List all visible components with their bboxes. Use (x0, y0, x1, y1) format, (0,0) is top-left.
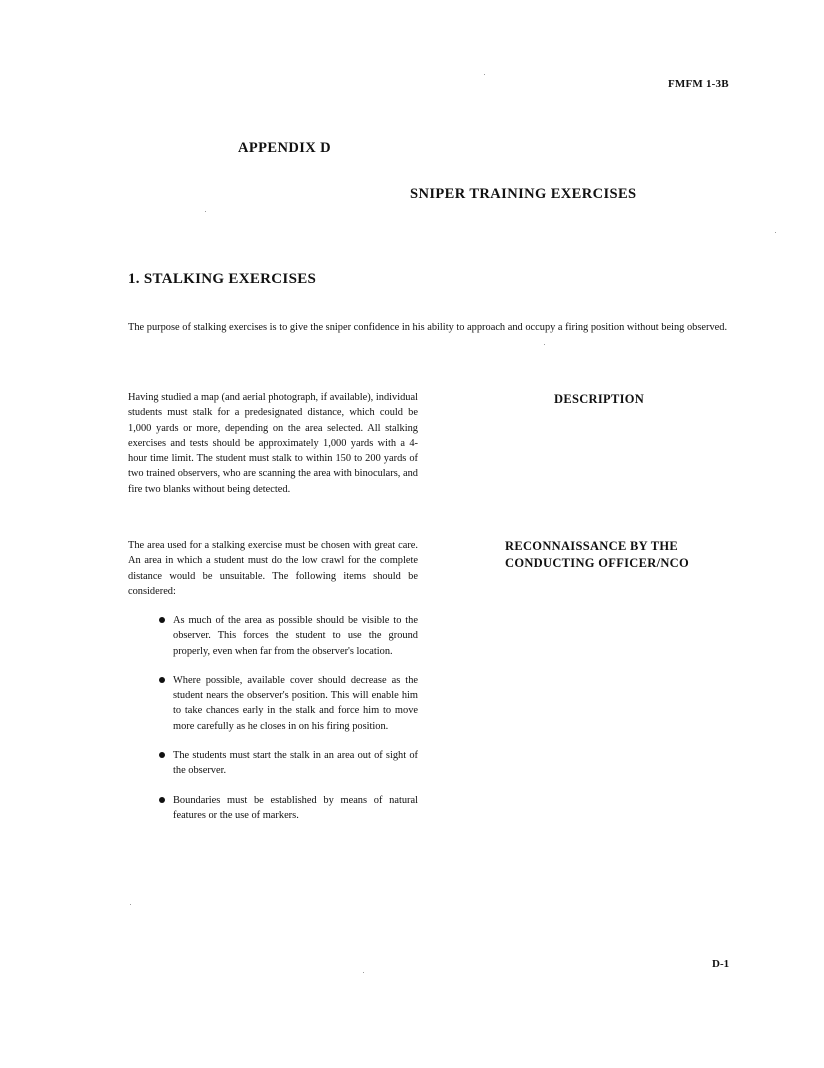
scan-speck (363, 972, 364, 973)
document-code: FMFM 1-3B (668, 78, 729, 90)
page-number: D-1 (712, 958, 730, 970)
considerations-list (158, 613, 418, 823)
scan-speck (130, 904, 131, 905)
reconnaissance-heading-line-2: CONDUCTING OFFICER/NCO (505, 556, 690, 570)
section-heading: 1. STALKING EXERCISES (128, 271, 317, 287)
page-title: SNIPER TRAINING EXERCISES (410, 186, 637, 202)
description-side-heading: DESCRIPTION (554, 392, 645, 406)
purpose-paragraph: The purpose of stalking exercises is to give the sniper confidence in his ability to approach and occupy a firing position without being observed. (128, 322, 728, 333)
scan-speck (544, 344, 545, 345)
appendix-label: APPENDIX D (238, 140, 332, 156)
list-item-text: The students must start the stalk in an area out of sight of the observer. (173, 750, 418, 777)
list-item (158, 673, 418, 734)
reconnaissance-side-heading (505, 538, 735, 572)
list-item (158, 748, 418, 779)
list-item (158, 793, 418, 824)
list-item-text: Where possible, available cover should decrease as the student nears the observer's position. This will enable him to take chances early in the stalk and force him to move more carefully as he closes in on his firing position. (173, 674, 418, 732)
reconnaissance-heading-line-1: RECONNAISSANCE BY THE (505, 539, 679, 553)
bullet-icon (159, 752, 165, 758)
scan-speck (205, 211, 206, 212)
scan-speck (484, 74, 485, 75)
list-item-text: Boundaries must be established by means of natural features or the use of markers. (173, 794, 418, 821)
list-item (158, 613, 418, 659)
bullet-icon (159, 617, 165, 623)
reconnaissance-paragraph: The area used for a stalking exercise must be chosen with great care. An area in which a student must do the low crawl for the complete distance would be unsuitable. The following items should be considered: (128, 540, 418, 597)
list-item-text: As much of the area as possible should be visible to the observer. This forces the student to use the ground properly, even when far from the observer's location. (173, 615, 418, 657)
description-paragraph: Having studied a map (and aerial photograph, if available), individual students must stalk for a predesignated distance, which could be 1,000 yards or more, depending on the area selected. All stalking exercises and tests should be approximately 1,000 yards with a 4-hour time limit. The student must stalk to within 150 to 200 yards of two trained observers, who are scanning the area with binoculars, and fire two blanks without being detected. (128, 392, 418, 495)
scan-speck (775, 232, 776, 233)
bullet-icon (159, 797, 165, 803)
bullet-icon (159, 677, 165, 683)
